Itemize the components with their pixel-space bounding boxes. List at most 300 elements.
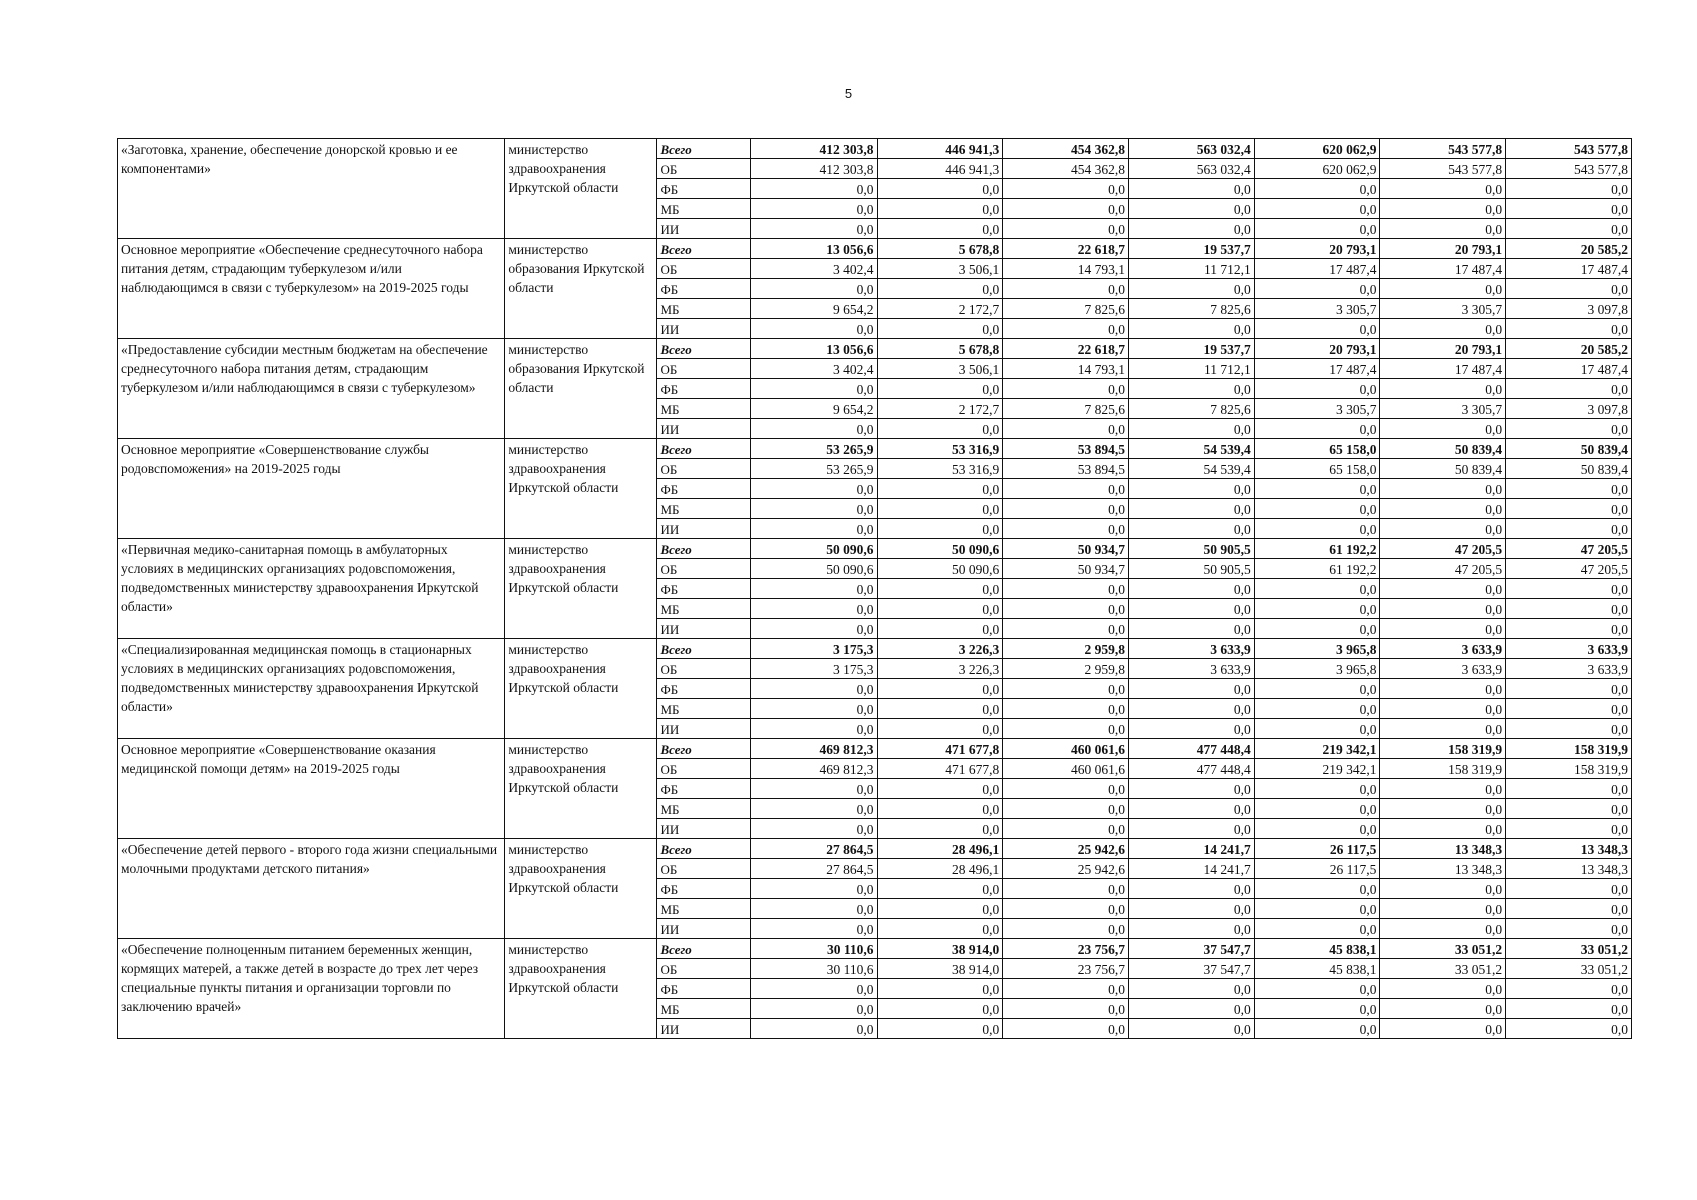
funding-source-cell: ФБ xyxy=(657,479,750,499)
value-cell: 0,0 xyxy=(1254,719,1380,739)
value-cell: 3 305,7 xyxy=(1380,299,1506,319)
funding-source-cell: ИИ xyxy=(657,619,750,639)
value-cell: 61 192,2 xyxy=(1254,539,1380,559)
value-cell: 0,0 xyxy=(1380,579,1506,599)
value-cell: 0,0 xyxy=(877,679,1003,699)
value-cell: 0,0 xyxy=(1128,479,1254,499)
value-cell: 0,0 xyxy=(1380,899,1506,919)
value-cell: 0,0 xyxy=(1254,879,1380,899)
funding-source-cell: МБ xyxy=(657,499,750,519)
value-cell: 620 062,9 xyxy=(1254,159,1380,179)
value-cell: 0,0 xyxy=(1380,1019,1506,1039)
executor-cell: министерство образования Иркутской области xyxy=(505,339,657,439)
value-cell: 38 914,0 xyxy=(877,959,1003,979)
value-cell: 0,0 xyxy=(1380,919,1506,939)
value-cell: 0,0 xyxy=(1380,379,1506,399)
value-cell: 0,0 xyxy=(877,899,1003,919)
value-cell: 0,0 xyxy=(1254,279,1380,299)
value-cell: 17 487,4 xyxy=(1380,259,1506,279)
value-cell: 28 496,1 xyxy=(877,859,1003,879)
value-cell: 5 678,8 xyxy=(877,239,1003,259)
value-cell: 477 448,4 xyxy=(1128,739,1254,759)
value-cell: 0,0 xyxy=(750,619,877,639)
value-cell: 20 585,2 xyxy=(1506,339,1632,359)
value-cell: 0,0 xyxy=(1254,819,1380,839)
value-cell: 3 226,3 xyxy=(877,659,1003,679)
funding-source-cell: ОБ xyxy=(657,859,750,879)
value-cell: 33 051,2 xyxy=(1380,939,1506,959)
value-cell: 0,0 xyxy=(1506,199,1632,219)
value-cell: 0,0 xyxy=(1380,179,1506,199)
value-cell: 3 305,7 xyxy=(1254,399,1380,419)
funding-source-cell: ИИ xyxy=(657,419,750,439)
funding-source-cell: ОБ xyxy=(657,959,750,979)
value-cell: 47 205,5 xyxy=(1380,559,1506,579)
value-cell: 0,0 xyxy=(1128,899,1254,919)
value-cell: 0,0 xyxy=(877,799,1003,819)
value-cell: 17 487,4 xyxy=(1506,259,1632,279)
value-cell: 0,0 xyxy=(877,499,1003,519)
value-cell: 0,0 xyxy=(1506,919,1632,939)
value-cell: 0,0 xyxy=(1003,879,1129,899)
value-cell: 0,0 xyxy=(750,319,877,339)
value-cell: 0,0 xyxy=(750,379,877,399)
value-cell: 0,0 xyxy=(1128,599,1254,619)
funding-source-cell: Всего xyxy=(657,839,750,859)
value-cell: 0,0 xyxy=(877,419,1003,439)
value-cell: 9 654,2 xyxy=(750,399,877,419)
value-cell: 14 241,7 xyxy=(1128,859,1254,879)
value-cell: 13 348,3 xyxy=(1506,859,1632,879)
value-cell: 37 547,7 xyxy=(1128,939,1254,959)
value-cell: 0,0 xyxy=(1254,979,1380,999)
funding-source-cell: Всего xyxy=(657,239,750,259)
value-cell: 3 402,4 xyxy=(750,359,877,379)
value-cell: 0,0 xyxy=(1254,219,1380,239)
value-cell: 0,0 xyxy=(1003,419,1129,439)
value-cell: 0,0 xyxy=(1128,719,1254,739)
value-cell: 28 496,1 xyxy=(877,839,1003,859)
value-cell: 0,0 xyxy=(877,219,1003,239)
value-cell: 469 812,3 xyxy=(750,759,877,779)
value-cell: 0,0 xyxy=(1380,779,1506,799)
value-cell: 20 793,1 xyxy=(1254,339,1380,359)
value-cell: 0,0 xyxy=(750,699,877,719)
executor-cell: министерство здравоохранения Иркутской области xyxy=(505,939,657,1039)
value-cell: 3 633,9 xyxy=(1506,659,1632,679)
value-cell: 0,0 xyxy=(877,319,1003,339)
funding-source-cell: ИИ xyxy=(657,219,750,239)
value-cell: 620 062,9 xyxy=(1254,139,1380,159)
value-cell: 2 172,7 xyxy=(877,299,1003,319)
value-cell: 0,0 xyxy=(1380,879,1506,899)
value-cell: 3 633,9 xyxy=(1128,639,1254,659)
funding-source-cell: ИИ xyxy=(657,719,750,739)
value-cell: 50 090,6 xyxy=(750,539,877,559)
value-cell: 0,0 xyxy=(1506,979,1632,999)
value-cell: 27 864,5 xyxy=(750,839,877,859)
value-cell: 219 342,1 xyxy=(1254,739,1380,759)
executor-cell: министерство образования Иркутской области xyxy=(505,239,657,339)
value-cell: 7 825,6 xyxy=(1128,399,1254,419)
value-cell: 0,0 xyxy=(1003,279,1129,299)
value-cell: 0,0 xyxy=(750,979,877,999)
funding-source-cell: ФБ xyxy=(657,179,750,199)
value-cell: 0,0 xyxy=(750,219,877,239)
value-cell: 0,0 xyxy=(1506,379,1632,399)
value-cell: 3 175,3 xyxy=(750,639,877,659)
table-body xyxy=(118,139,1632,1039)
value-cell: 0,0 xyxy=(1506,779,1632,799)
value-cell: 50 090,6 xyxy=(750,559,877,579)
value-cell: 50 839,4 xyxy=(1380,459,1506,479)
value-cell: 0,0 xyxy=(1506,1019,1632,1039)
value-cell: 17 487,4 xyxy=(1254,259,1380,279)
value-cell: 0,0 xyxy=(1003,519,1129,539)
value-cell: 0,0 xyxy=(877,579,1003,599)
value-cell: 0,0 xyxy=(750,599,877,619)
value-cell: 0,0 xyxy=(1003,379,1129,399)
value-cell: 0,0 xyxy=(1128,519,1254,539)
funding-source-cell: ФБ xyxy=(657,279,750,299)
value-cell: 460 061,6 xyxy=(1003,739,1129,759)
value-cell: 0,0 xyxy=(750,679,877,699)
activity-name-cell: «Обеспечение детей первого - второго года жизни специальными молочными продуктами детского питания» xyxy=(118,839,505,939)
value-cell: 5 678,8 xyxy=(877,339,1003,359)
value-cell: 0,0 xyxy=(750,999,877,1019)
value-cell: 3 506,1 xyxy=(877,359,1003,379)
value-cell: 0,0 xyxy=(1128,999,1254,1019)
value-cell: 0,0 xyxy=(1254,599,1380,619)
value-cell: 454 362,8 xyxy=(1003,139,1129,159)
value-cell: 17 487,4 xyxy=(1380,359,1506,379)
value-cell: 0,0 xyxy=(1128,679,1254,699)
value-cell: 50 839,4 xyxy=(1506,459,1632,479)
value-cell: 3 633,9 xyxy=(1380,639,1506,659)
value-cell: 0,0 xyxy=(750,819,877,839)
table-row xyxy=(118,739,1632,759)
value-cell: 25 942,6 xyxy=(1003,839,1129,859)
value-cell: 0,0 xyxy=(1506,319,1632,339)
funding-source-cell: МБ xyxy=(657,399,750,419)
value-cell: 0,0 xyxy=(750,279,877,299)
value-cell: 0,0 xyxy=(1128,219,1254,239)
value-cell: 0,0 xyxy=(877,479,1003,499)
value-cell: 0,0 xyxy=(1506,899,1632,919)
value-cell: 0,0 xyxy=(1380,719,1506,739)
value-cell: 0,0 xyxy=(1003,499,1129,519)
value-cell: 53 894,5 xyxy=(1003,459,1129,479)
budget-table xyxy=(117,138,1632,1039)
value-cell: 0,0 xyxy=(1003,919,1129,939)
value-cell: 0,0 xyxy=(877,519,1003,539)
funding-source-cell: ИИ xyxy=(657,319,750,339)
funding-source-cell: Всего xyxy=(657,639,750,659)
funding-source-cell: ФБ xyxy=(657,579,750,599)
value-cell: 0,0 xyxy=(877,279,1003,299)
value-cell: 0,0 xyxy=(1380,699,1506,719)
value-cell: 3 226,3 xyxy=(877,639,1003,659)
value-cell: 2 172,7 xyxy=(877,399,1003,419)
value-cell: 37 547,7 xyxy=(1128,959,1254,979)
value-cell: 0,0 xyxy=(1128,699,1254,719)
activity-name-cell: «Специализированная медицинская помощь в стационарных условиях в медицинских организациях родовспоможения, подведомственных министерству здравоохранения Иркутской области» xyxy=(118,639,505,739)
value-cell: 20 793,1 xyxy=(1254,239,1380,259)
value-cell: 0,0 xyxy=(1506,519,1632,539)
value-cell: 0,0 xyxy=(1003,579,1129,599)
value-cell: 0,0 xyxy=(1506,499,1632,519)
value-cell: 0,0 xyxy=(750,499,877,519)
value-cell: 0,0 xyxy=(1128,199,1254,219)
value-cell: 0,0 xyxy=(877,879,1003,899)
value-cell: 0,0 xyxy=(1254,579,1380,599)
value-cell: 30 110,6 xyxy=(750,959,877,979)
value-cell: 0,0 xyxy=(1003,779,1129,799)
funding-source-cell: Всего xyxy=(657,439,750,459)
value-cell: 33 051,2 xyxy=(1506,939,1632,959)
value-cell: 11 712,1 xyxy=(1128,359,1254,379)
value-cell: 30 110,6 xyxy=(750,939,877,959)
value-cell: 0,0 xyxy=(1128,419,1254,439)
activity-name-cell: «Заготовка, хранение, обеспечение донорской кровью и ее компонентами» xyxy=(118,139,505,239)
value-cell: 7 825,6 xyxy=(1128,299,1254,319)
value-cell: 219 342,1 xyxy=(1254,759,1380,779)
funding-source-cell: МБ xyxy=(657,899,750,919)
value-cell: 158 319,9 xyxy=(1506,759,1632,779)
value-cell: 477 448,4 xyxy=(1128,759,1254,779)
value-cell: 0,0 xyxy=(1128,819,1254,839)
value-cell: 0,0 xyxy=(1003,979,1129,999)
value-cell: 3 965,8 xyxy=(1254,639,1380,659)
value-cell: 0,0 xyxy=(1128,619,1254,639)
value-cell: 471 677,8 xyxy=(877,739,1003,759)
value-cell: 0,0 xyxy=(1254,679,1380,699)
value-cell: 543 577,8 xyxy=(1380,159,1506,179)
value-cell: 0,0 xyxy=(1128,319,1254,339)
value-cell: 9 654,2 xyxy=(750,299,877,319)
value-cell: 0,0 xyxy=(1506,799,1632,819)
value-cell: 2 959,8 xyxy=(1003,659,1129,679)
funding-source-cell: МБ xyxy=(657,599,750,619)
value-cell: 0,0 xyxy=(1506,879,1632,899)
value-cell: 45 838,1 xyxy=(1254,959,1380,979)
value-cell: 47 205,5 xyxy=(1506,539,1632,559)
value-cell: 2 959,8 xyxy=(1003,639,1129,659)
value-cell: 0,0 xyxy=(1128,279,1254,299)
value-cell: 0,0 xyxy=(1128,1019,1254,1039)
value-cell: 0,0 xyxy=(1506,219,1632,239)
value-cell: 3 305,7 xyxy=(1380,399,1506,419)
value-cell: 0,0 xyxy=(1128,919,1254,939)
value-cell: 0,0 xyxy=(1254,899,1380,919)
value-cell: 26 117,5 xyxy=(1254,859,1380,879)
value-cell: 13 056,6 xyxy=(750,339,877,359)
value-cell: 54 539,4 xyxy=(1128,439,1254,459)
value-cell: 563 032,4 xyxy=(1128,159,1254,179)
value-cell: 0,0 xyxy=(1128,379,1254,399)
value-cell: 7 825,6 xyxy=(1003,399,1129,419)
value-cell: 53 265,9 xyxy=(750,439,877,459)
value-cell: 50 934,7 xyxy=(1003,559,1129,579)
value-cell: 53 316,9 xyxy=(877,439,1003,459)
value-cell: 0,0 xyxy=(750,799,877,819)
value-cell: 543 577,8 xyxy=(1506,159,1632,179)
value-cell: 0,0 xyxy=(1254,999,1380,1019)
funding-source-cell: МБ xyxy=(657,999,750,1019)
activity-name-cell: «Предоставление субсидии местным бюджетам на обеспечение среднесуточного набора питания детям, страдающим туберкулезом и/или наблюдающимся в связи с туберкулезом» xyxy=(118,339,505,439)
table-row xyxy=(118,939,1632,959)
value-cell: 0,0 xyxy=(1380,419,1506,439)
value-cell: 0,0 xyxy=(1254,699,1380,719)
value-cell: 454 362,8 xyxy=(1003,159,1129,179)
value-cell: 543 577,8 xyxy=(1380,139,1506,159)
value-cell: 0,0 xyxy=(1003,819,1129,839)
value-cell: 0,0 xyxy=(1506,579,1632,599)
value-cell: 543 577,8 xyxy=(1506,139,1632,159)
value-cell: 14 241,7 xyxy=(1128,839,1254,859)
value-cell: 460 061,6 xyxy=(1003,759,1129,779)
value-cell: 13 348,3 xyxy=(1506,839,1632,859)
value-cell: 0,0 xyxy=(1254,799,1380,819)
value-cell: 0,0 xyxy=(1254,479,1380,499)
value-cell: 47 205,5 xyxy=(1506,559,1632,579)
value-cell: 0,0 xyxy=(1128,499,1254,519)
activity-name-cell: Основное мероприятие «Совершенствование оказания медицинской помощи детям» на 2019-2025 годы xyxy=(118,739,505,839)
value-cell: 0,0 xyxy=(877,379,1003,399)
funding-source-cell: ФБ xyxy=(657,779,750,799)
table-row xyxy=(118,239,1632,259)
value-cell: 0,0 xyxy=(1380,799,1506,819)
value-cell: 0,0 xyxy=(1128,879,1254,899)
funding-source-cell: Всего xyxy=(657,339,750,359)
page-number: 5 xyxy=(844,86,853,101)
funding-source-cell: МБ xyxy=(657,299,750,319)
value-cell: 0,0 xyxy=(1003,319,1129,339)
funding-source-cell: Всего xyxy=(657,939,750,959)
value-cell: 0,0 xyxy=(1380,319,1506,339)
value-cell: 65 158,0 xyxy=(1254,439,1380,459)
value-cell: 0,0 xyxy=(1506,699,1632,719)
value-cell: 47 205,5 xyxy=(1380,539,1506,559)
value-cell: 0,0 xyxy=(1380,279,1506,299)
value-cell: 26 117,5 xyxy=(1254,839,1380,859)
value-cell: 0,0 xyxy=(1506,179,1632,199)
funding-source-cell: ОБ xyxy=(657,259,750,279)
value-cell: 61 192,2 xyxy=(1254,559,1380,579)
value-cell: 412 303,8 xyxy=(750,159,877,179)
table-row xyxy=(118,839,1632,859)
value-cell: 0,0 xyxy=(1003,719,1129,739)
value-cell: 0,0 xyxy=(1254,379,1380,399)
executor-cell: министерство здравоохранения Иркутской области xyxy=(505,639,657,739)
value-cell: 3 633,9 xyxy=(1380,659,1506,679)
value-cell: 23 756,7 xyxy=(1003,959,1129,979)
value-cell: 0,0 xyxy=(1506,819,1632,839)
value-cell: 0,0 xyxy=(750,579,877,599)
value-cell: 0,0 xyxy=(1254,779,1380,799)
value-cell: 20 793,1 xyxy=(1380,239,1506,259)
value-cell: 0,0 xyxy=(1128,799,1254,819)
value-cell: 0,0 xyxy=(1506,619,1632,639)
value-cell: 0,0 xyxy=(750,779,877,799)
value-cell: 22 618,7 xyxy=(1003,239,1129,259)
value-cell: 0,0 xyxy=(1003,599,1129,619)
funding-source-cell: ИИ xyxy=(657,819,750,839)
value-cell: 0,0 xyxy=(1380,519,1506,539)
value-cell: 0,0 xyxy=(750,919,877,939)
value-cell: 53 265,9 xyxy=(750,459,877,479)
value-cell: 50 905,5 xyxy=(1128,539,1254,559)
table-row xyxy=(118,139,1632,159)
value-cell: 446 941,3 xyxy=(877,159,1003,179)
value-cell: 38 914,0 xyxy=(877,939,1003,959)
executor-cell: министерство здравоохранения Иркутской области xyxy=(505,739,657,839)
funding-source-cell: ИИ xyxy=(657,1019,750,1039)
funding-source-cell: ФБ xyxy=(657,379,750,399)
funding-source-cell: ФБ xyxy=(657,879,750,899)
value-cell: 3 097,8 xyxy=(1506,399,1632,419)
activity-name-cell: «Обеспечение полноценным питанием беременных женщин, кормящих матерей, а также детей в возрасте до трех лет через специальные пункты питания и организации торговли по заключению врачей» xyxy=(118,939,505,1039)
value-cell: 50 839,4 xyxy=(1506,439,1632,459)
value-cell: 0,0 xyxy=(1003,799,1129,819)
value-cell: 0,0 xyxy=(1003,699,1129,719)
value-cell: 0,0 xyxy=(1380,479,1506,499)
value-cell: 53 316,9 xyxy=(877,459,1003,479)
activity-name-cell: Основное мероприятие «Совершенствование службы родовспоможения» на 2019-2025 годы xyxy=(118,439,505,539)
value-cell: 0,0 xyxy=(1380,979,1506,999)
value-cell: 0,0 xyxy=(1003,679,1129,699)
funding-source-cell: ОБ xyxy=(657,659,750,679)
value-cell: 158 319,9 xyxy=(1380,739,1506,759)
funding-source-cell: МБ xyxy=(657,799,750,819)
value-cell: 0,0 xyxy=(1128,179,1254,199)
value-cell: 0,0 xyxy=(1254,419,1380,439)
value-cell: 50 090,6 xyxy=(877,559,1003,579)
value-cell: 0,0 xyxy=(1003,219,1129,239)
value-cell: 54 539,4 xyxy=(1128,459,1254,479)
value-cell: 0,0 xyxy=(750,519,877,539)
value-cell: 17 487,4 xyxy=(1506,359,1632,379)
value-cell: 0,0 xyxy=(1506,419,1632,439)
funding-source-cell: Всего xyxy=(657,139,750,159)
value-cell: 0,0 xyxy=(750,419,877,439)
value-cell: 0,0 xyxy=(1506,999,1632,1019)
funding-source-cell: ОБ xyxy=(657,359,750,379)
value-cell: 17 487,4 xyxy=(1254,359,1380,379)
value-cell: 0,0 xyxy=(1254,919,1380,939)
value-cell: 0,0 xyxy=(750,899,877,919)
value-cell: 0,0 xyxy=(877,919,1003,939)
value-cell: 22 618,7 xyxy=(1003,339,1129,359)
funding-source-cell: ФБ xyxy=(657,979,750,999)
value-cell: 0,0 xyxy=(1506,599,1632,619)
value-cell: 50 905,5 xyxy=(1128,559,1254,579)
value-cell: 0,0 xyxy=(1380,679,1506,699)
value-cell: 0,0 xyxy=(750,879,877,899)
value-cell: 0,0 xyxy=(750,179,877,199)
value-cell: 0,0 xyxy=(1380,819,1506,839)
value-cell: 0,0 xyxy=(1254,1019,1380,1039)
funding-source-cell: МБ xyxy=(657,699,750,719)
table-row xyxy=(118,539,1632,559)
funding-source-cell: Всего xyxy=(657,739,750,759)
value-cell: 0,0 xyxy=(1254,179,1380,199)
value-cell: 3 097,8 xyxy=(1506,299,1632,319)
value-cell: 0,0 xyxy=(1003,179,1129,199)
value-cell: 0,0 xyxy=(1128,779,1254,799)
funding-source-cell: ИИ xyxy=(657,919,750,939)
value-cell: 0,0 xyxy=(1254,519,1380,539)
